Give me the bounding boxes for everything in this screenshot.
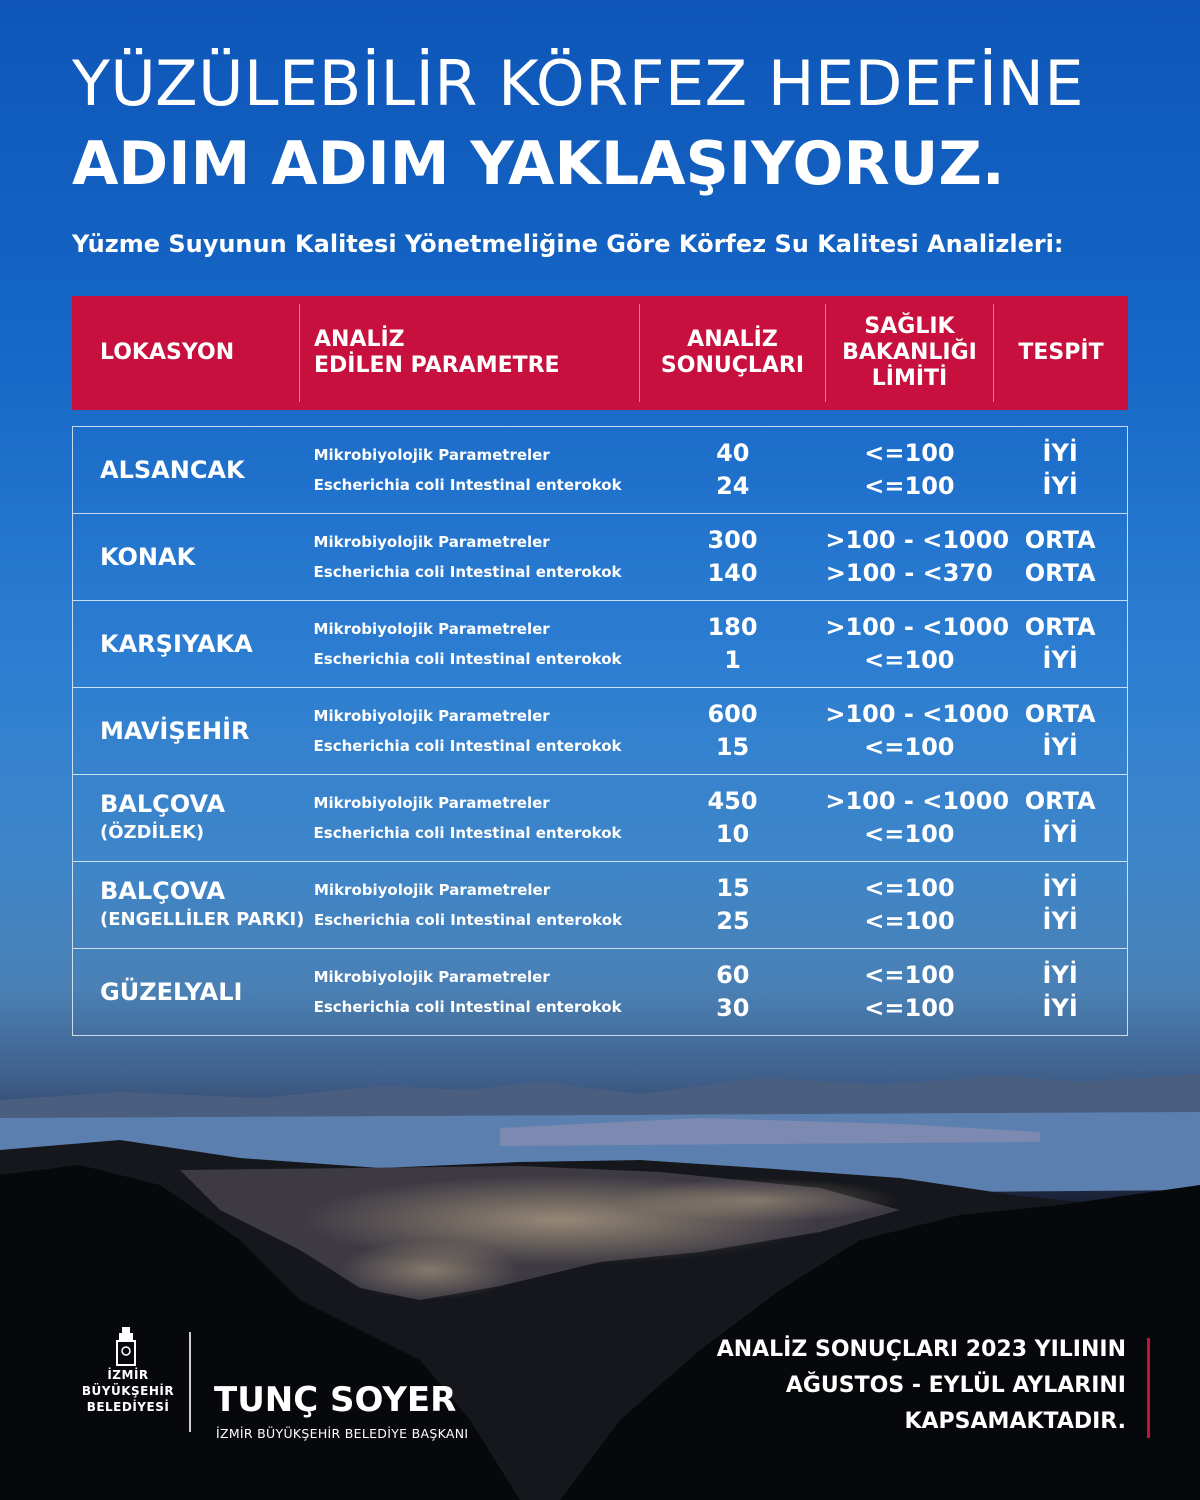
title-line-2: ADIM ADIM YAKLAŞIYORUZ. <box>72 129 1005 199</box>
result-1: 40 <box>716 439 750 467</box>
location-subname: (ÖZDİLEK) <box>100 822 205 843</box>
table-row <box>72 775 1128 862</box>
parameter-cell <box>301 527 640 587</box>
location-name: GÜZELYALI <box>100 978 243 1006</box>
status-1: İYİ <box>1042 874 1078 902</box>
parameter-2: Escherichia coli Intestinal enterokok <box>313 998 622 1016</box>
status-2: İYİ <box>1042 646 1078 674</box>
location-cell <box>73 977 301 1007</box>
status-cell <box>993 872 1127 938</box>
parameter-1: Mikrobiyolojik Parametreler <box>314 881 551 899</box>
result-cell <box>640 611 826 677</box>
table-row <box>72 514 1128 601</box>
parameter-cell <box>301 962 640 1022</box>
result-2: 24 <box>716 472 750 500</box>
result-1: 600 <box>707 700 758 728</box>
parameter-cell <box>301 614 640 674</box>
location-cell <box>73 455 301 485</box>
status-cell <box>993 524 1127 590</box>
limit-1: >100 - <1000 <box>825 613 1010 641</box>
result-2: 25 <box>716 907 750 935</box>
location-cell <box>73 629 301 659</box>
location-name: MAVİŞEHİR <box>100 717 250 745</box>
result-1: 60 <box>716 961 750 989</box>
limit-cell <box>826 872 994 938</box>
result-1: 15 <box>716 874 750 902</box>
table-row <box>72 949 1128 1036</box>
result-1: 450 <box>707 787 758 815</box>
parameter-1: Mikrobiyolojik Parametreler <box>313 794 550 812</box>
parameter-2: Escherichia coli Intestinal enterokok <box>313 650 622 668</box>
result-1: 300 <box>707 526 758 554</box>
parameter-2: Escherichia coli Intestinal enterokok <box>313 563 622 581</box>
note-accent-bar <box>1147 1338 1150 1438</box>
status-1: ORTA <box>1024 526 1096 554</box>
status-cell <box>993 611 1127 677</box>
limit-1: >100 - <1000 <box>825 526 1010 554</box>
limit-1: <=100 <box>864 961 955 989</box>
status-1: ORTA <box>1024 787 1096 815</box>
limit-1: >100 - <1000 <box>825 700 1010 728</box>
location-name: KARŞIYAKA <box>100 630 253 658</box>
limit-cell <box>826 959 994 1025</box>
location-name: BALÇOVA <box>100 790 226 818</box>
limit-1: <=100 <box>864 439 955 467</box>
parameter-2: Escherichia coli Intestinal enterokok <box>314 911 622 929</box>
location-name: BALÇOVA <box>100 877 226 905</box>
municipality-logo-text: İZMİR BÜYÜKŞEHİR BELEDİYESİ <box>81 1368 175 1414</box>
limit-2: <=100 <box>864 994 955 1022</box>
status-1: İYİ <box>1042 961 1078 989</box>
status-2: İYİ <box>1042 994 1078 1022</box>
table-row <box>72 601 1128 688</box>
parameter-1: Mikrobiyolojik Parametreler <box>313 446 550 464</box>
result-cell <box>640 698 826 764</box>
table-row <box>72 688 1128 775</box>
location-cell <box>73 542 301 572</box>
subtitle: Yüzme Suyunun Kalitesi Yönetmeliğine Göre Körfez Su Kalitesi Analizleri: <box>72 230 1064 258</box>
status-2: İYİ <box>1042 733 1078 761</box>
location-cell <box>73 876 305 934</box>
location-cell <box>73 789 301 847</box>
status-cell <box>993 437 1127 503</box>
parameter-1: Mikrobiyolojik Parametreler <box>313 968 550 986</box>
limit-2: <=100 <box>864 646 955 674</box>
status-1: İYİ <box>1042 439 1078 467</box>
footer-divider <box>189 1332 191 1432</box>
water-quality-table <box>72 296 1128 1036</box>
status-cell <box>993 698 1127 764</box>
status-cell <box>993 785 1127 851</box>
result-cell <box>640 785 826 851</box>
status-1: ORTA <box>1024 700 1096 728</box>
status-2: ORTA <box>1024 559 1096 587</box>
limit-cell <box>825 524 1010 590</box>
location-subname: (ENGELLİLER PARKI) <box>100 909 305 930</box>
result-cell <box>640 959 826 1025</box>
table-row <box>72 862 1128 949</box>
limit-2: <=100 <box>864 733 955 761</box>
parameter-1: Mikrobiyolojik Parametreler <box>313 707 550 725</box>
table-body <box>72 426 1128 1036</box>
header-parameter: ANALİZ EDİLEN PARAMETRE <box>300 304 640 402</box>
title-line-1: YÜZÜLEBİLİR KÖRFEZ HEDEFİNE <box>72 47 1085 120</box>
limit-cell <box>825 611 1010 677</box>
result-cell <box>640 524 826 590</box>
parameter-2: Escherichia coli Intestinal enterokok <box>313 824 622 842</box>
parameter-cell <box>301 701 640 761</box>
limit-cell <box>825 785 1010 851</box>
status-2: İYİ <box>1042 820 1078 848</box>
table-header <box>72 296 1128 410</box>
result-cell <box>640 437 826 503</box>
limit-2: <=100 <box>864 472 955 500</box>
limit-2: <=100 <box>864 820 955 848</box>
header-limit: SAĞLIK BAKANLIĞI LİMİTİ <box>826 304 994 402</box>
parameter-cell <box>301 440 640 500</box>
result-cell <box>640 872 826 938</box>
parameter-cell <box>301 788 640 848</box>
result-2: 15 <box>715 733 750 761</box>
parameter-1: Mikrobiyolojik Parametreler <box>313 620 550 638</box>
result-2: 140 <box>707 559 758 587</box>
table-row <box>72 427 1128 514</box>
header-location: LOKASYON <box>72 304 300 402</box>
location-name: KONAK <box>100 543 196 571</box>
status-1: ORTA <box>1024 613 1096 641</box>
location-cell <box>73 716 301 746</box>
limit-2: <=100 <box>864 907 955 935</box>
location-name: ALSANCAK <box>100 456 245 484</box>
parameter-2: Escherichia coli Intestinal enterokok <box>313 737 622 755</box>
limit-cell <box>826 437 994 503</box>
status-2: İYİ <box>1042 907 1078 935</box>
result-2: 1 <box>724 646 741 674</box>
status-2: İYİ <box>1042 472 1078 500</box>
result-2: 30 <box>716 994 750 1022</box>
analysis-period-note: ANALİZ SONUÇLARI 2023 YILININ AĞUSTOS - EYLÜL AYLARINI KAPSAMAKTADIR. <box>716 1337 1126 1434</box>
mayor-title: İZMİR BÜYÜKŞEHİR BELEDİYE BAŞKANI <box>216 1426 469 1441</box>
header-status: TESPİT <box>1018 340 1104 365</box>
parameter-cell <box>301 875 640 935</box>
parameter-1: Mikrobiyolojik Parametreler <box>313 533 550 551</box>
result-1: 180 <box>707 613 758 641</box>
mayor-name: TUNÇ SOYER <box>214 1380 457 1420</box>
limit-1: >100 - <1000 <box>825 787 1010 815</box>
result-2: 10 <box>715 820 750 848</box>
parameter-2: Escherichia coli Intestinal enterokok <box>313 476 622 494</box>
limit-2: >100 - <370 <box>825 559 993 587</box>
limit-1: <=100 <box>864 874 955 902</box>
header-results: ANALİZ SONUÇLARI <box>640 304 826 402</box>
limit-cell <box>825 698 1010 764</box>
status-cell <box>993 959 1127 1025</box>
